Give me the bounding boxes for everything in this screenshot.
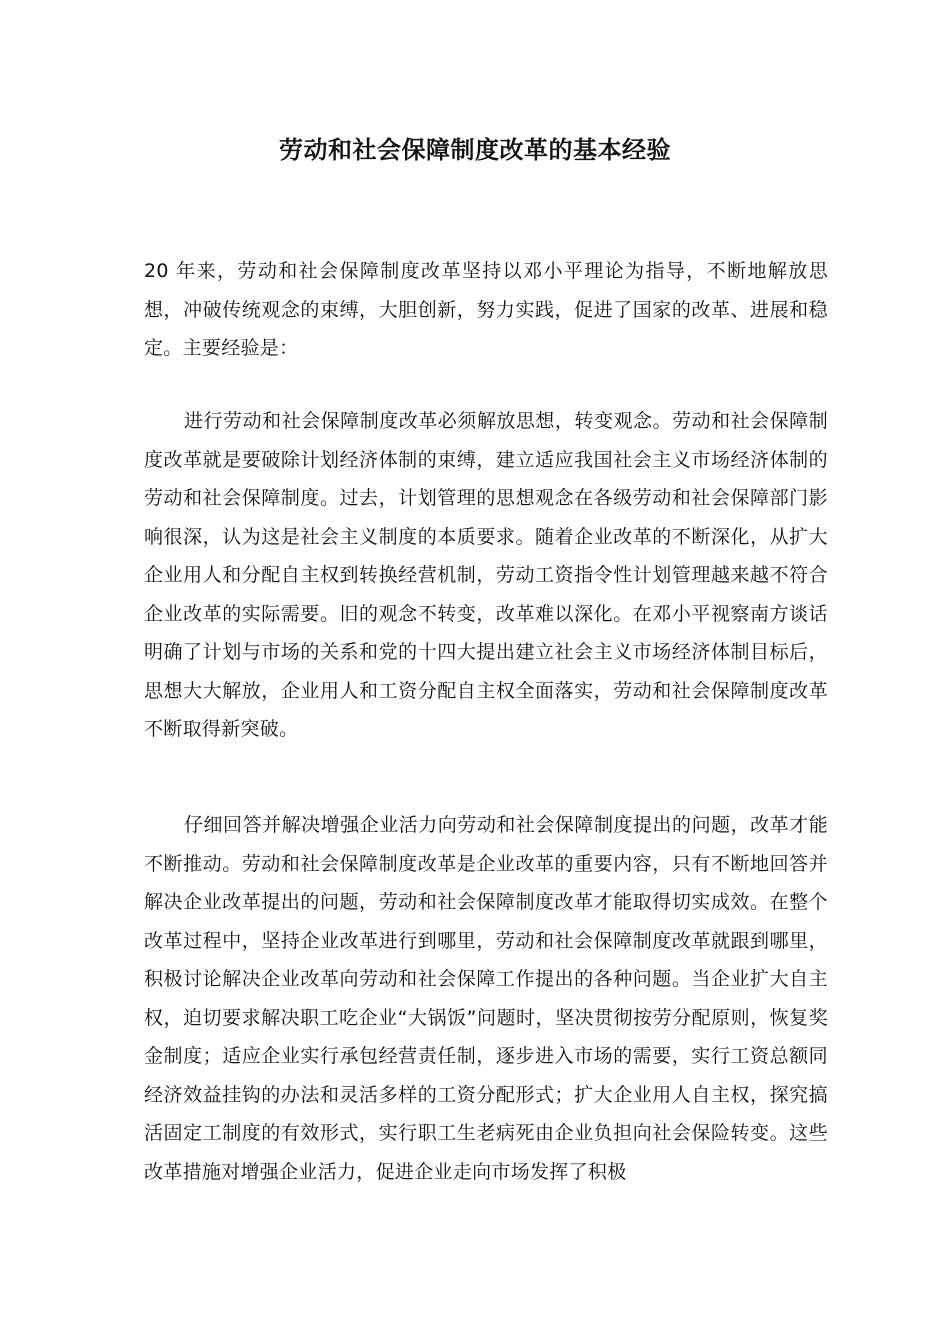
document-title: 劳动和社会保障制度改革的基本经验 <box>279 136 671 164</box>
paragraph-emancipate-thinking: 进行劳动和社会保障制度改革必须解放思想，转变观念。劳动和社会保障制度改革就是要破除计划经济体制的束缚，建立适应我国社会主义市场经济体制的劳动和社会保障制度。过去，计划管理的思想观念在各级劳动和社会保障部门影响很深，认为这是社会主义制度的本质要求。随着企业改革的不断深化，从扩大企业用人和分配自主权到转换经营机制，劳动工资指令性计划管理越来越不符合企业改革的实际需要。旧的观念不转变，改革难以深化。在邓小平视察南方谈话明确了计划与市场的关系和党的十四大提出建立社会主义市场经济体制目标后，思想大大解放，企业用人和工资分配自主权全面落实，劳动和社会保障制度改革不断取得新突破。 <box>144 410 828 740</box>
paragraph-intro: 20 年来，劳动和社会保障制度改革坚持以邓小平理论为指导，不断地解放思想，冲破传统观念的束缚，大胆创新，努力实践，促进了国家的改革、进展和稳定。主要经验是： <box>144 260 828 359</box>
paragraph-enterprise-vitality: 仔细回答并解决增强企业活力向劳动和社会保障制度提出的问题，改革才能不断推动。劳动和社会保障制度改革是企业改革的重要内容，只有不断地回答并解决企业改革提出的问题，劳动和社会保障制度改革才能取得切实成效。在整个改革过程中，坚持企业改革进行到哪里，劳动和社会保障制度改革就跟到哪里，积极讨论解决企业改革向劳动和社会保障工作提出的各种问题。当企业扩大自主权，迫切要求解决职工吃企业“大锅饭”问题时，坚决贯彻按劳分配原则，恢复奖金制度；适应企业实行承包经营责任制，逐步进入市场的需要，实行工资总额同经济效益挂钩的办法和灵活多样的工资分配形式；扩大企业用人自主权，探究搞活固定工制度的有效形式，实行职工生老病死由企业负担向社会保险转变。这些改革措施对增强企业活力，促进企业走向市场发挥了积极 <box>144 814 828 1183</box>
